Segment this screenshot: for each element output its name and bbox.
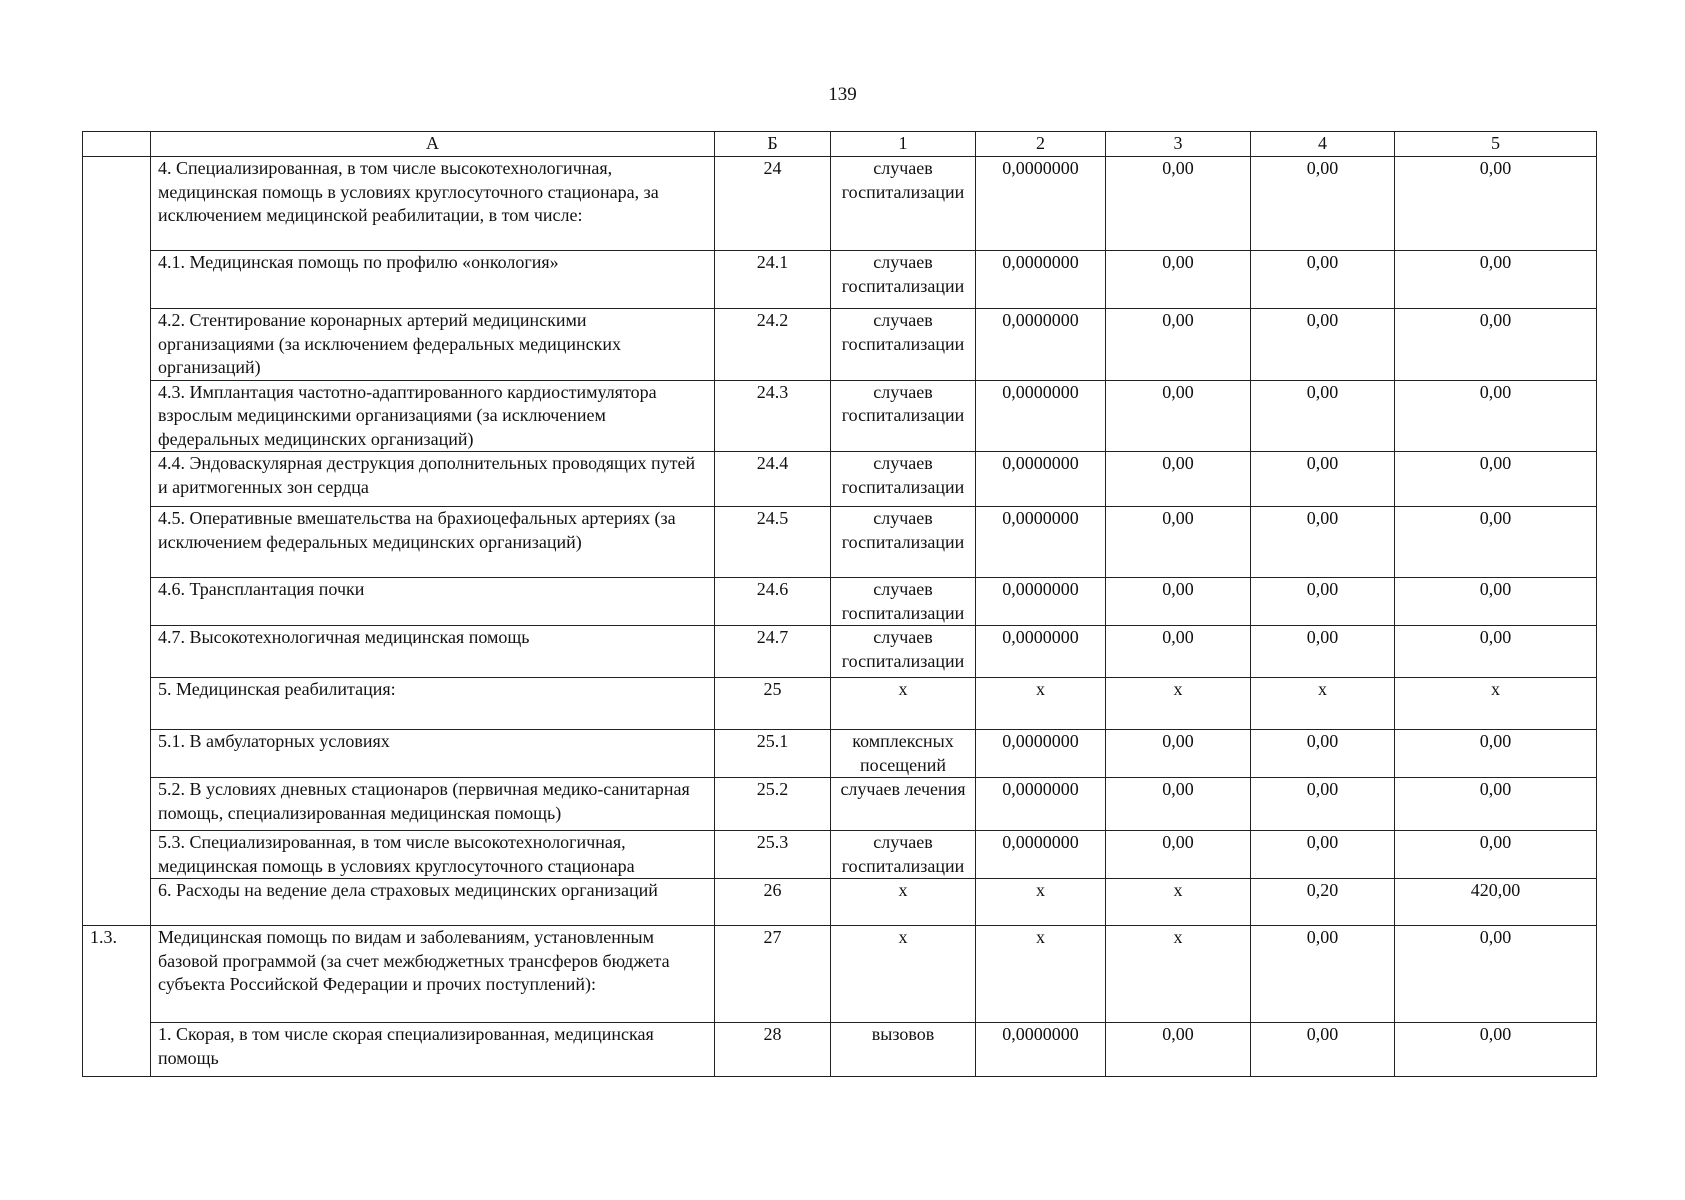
unit-cell: случаев госпитализации <box>831 157 976 251</box>
value-cell-5: 0,00 <box>1395 452 1597 507</box>
code-cell: 24.6 <box>715 578 831 626</box>
value-cell-3: х <box>1106 879 1251 926</box>
value-cell-3: 0,00 <box>1106 380 1251 452</box>
table-row <box>83 778 1597 831</box>
description-cell: Медицинская помощь по видам и заболеваниям, установленным базовой программой (за счет межбюджетных трансферов бюджета субъекта Российской Федерации и прочих поступлений): <box>151 926 715 1023</box>
unit-cell: случаев госпитализации <box>831 831 976 879</box>
unit-cell: случаев госпитализации <box>831 309 976 381</box>
value-cell-4: 0,00 <box>1251 626 1395 678</box>
code-cell: 24.7 <box>715 626 831 678</box>
unit-cell: комплексных посещений <box>831 730 976 778</box>
unit-cell: случаев госпитализации <box>831 452 976 507</box>
cost-table <box>82 131 1597 1077</box>
description-cell: 4.2. Стентирование коронарных артерий медицинскими организациями (за исключением федеральных медицинских организаций) <box>151 309 715 381</box>
value-cell-2: х <box>976 678 1106 730</box>
unit-cell: х <box>831 678 976 730</box>
value-cell-5: 0,00 <box>1395 380 1597 452</box>
value-cell-5: 0,00 <box>1395 626 1597 678</box>
value-cell-2: х <box>976 879 1106 926</box>
value-cell-3: 0,00 <box>1106 578 1251 626</box>
description-cell: 6. Расходы на ведение дела страховых медицинских организаций <box>151 879 715 926</box>
value-cell-5: 0,00 <box>1395 778 1597 831</box>
value-cell-4: 0,00 <box>1251 309 1395 381</box>
description-cell: 4.1. Медицинская помощь по профилю «онкология» <box>151 251 715 309</box>
unit-cell: случаев госпитализации <box>831 626 976 678</box>
value-cell-5: 0,00 <box>1395 507 1597 578</box>
value-cell-3: х <box>1106 926 1251 1023</box>
value-cell-5: 0,00 <box>1395 1023 1597 1077</box>
value-cell-2: 0,0000000 <box>976 157 1106 251</box>
header-cell-a: А <box>151 132 715 157</box>
table-row <box>83 1023 1597 1077</box>
description-cell: 4.5. Оперативные вмешательства на брахиоцефальных артериях (за исключением федеральных медицинских организаций) <box>151 507 715 578</box>
value-cell-4: 0,00 <box>1251 1023 1395 1077</box>
value-cell-2: 0,0000000 <box>976 309 1106 381</box>
description-cell: 5.3. Специализированная, в том числе высокотехнологичная, медицинская помощь в условиях круглосуточного стационара <box>151 831 715 879</box>
description-cell: 4.3. Имплантация частотно-адаптированного кардиостимулятора взрослым медицинскими организациями (за исключением федеральных медицинских организаций) <box>151 380 715 452</box>
table-row <box>83 626 1597 678</box>
unit-cell: х <box>831 879 976 926</box>
value-cell-4: 0,00 <box>1251 380 1395 452</box>
value-cell-4: 0,00 <box>1251 778 1395 831</box>
code-cell: 25.1 <box>715 730 831 778</box>
value-cell-5: 0,00 <box>1395 926 1597 1023</box>
description-cell: 4. Специализированная, в том числе высокотехнологичная, медицинская помощь в условиях круглосуточного стационара, за исключением медицинской реабилитации, в том числе: <box>151 157 715 251</box>
value-cell-2: 0,0000000 <box>976 831 1106 879</box>
value-cell-2: х <box>976 926 1106 1023</box>
page-number: 139 <box>828 84 857 105</box>
description-cell: 5.2. В условиях дневных стационаров (первичная медико-санитарная помощь, специализированная медицинская помощь) <box>151 778 715 831</box>
code-cell: 24.4 <box>715 452 831 507</box>
unit-cell: случаев госпитализации <box>831 251 976 309</box>
value-cell-5: 0,00 <box>1395 730 1597 778</box>
unit-cell: случаев госпитализации <box>831 578 976 626</box>
value-cell-3: 0,00 <box>1106 251 1251 309</box>
code-cell: 24 <box>715 157 831 251</box>
code-cell: 27 <box>715 926 831 1023</box>
value-cell-3: 0,00 <box>1106 778 1251 831</box>
unit-cell: х <box>831 926 976 1023</box>
table-row <box>83 879 1597 926</box>
description-cell: 5. Медицинская реабилитация: <box>151 678 715 730</box>
value-cell-4: 0,00 <box>1251 578 1395 626</box>
code-cell: 28 <box>715 1023 831 1077</box>
value-cell-3: 0,00 <box>1106 157 1251 251</box>
code-cell: 24.1 <box>715 251 831 309</box>
value-cell-4: 0,00 <box>1251 926 1395 1023</box>
description-cell: 4.6. Трансплантация почки <box>151 578 715 626</box>
value-cell-5: 0,00 <box>1395 309 1597 381</box>
code-cell: 25.2 <box>715 778 831 831</box>
table-row <box>83 452 1597 507</box>
header-cell-4: 4 <box>1251 132 1395 157</box>
header-cell-5: 5 <box>1395 132 1597 157</box>
header-cell-1: 1 <box>831 132 976 157</box>
table-row <box>83 157 1597 251</box>
header-cell-3: 3 <box>1106 132 1251 157</box>
value-cell-4: 0,00 <box>1251 507 1395 578</box>
description-cell: 5.1. В амбулаторных условиях <box>151 730 715 778</box>
description-cell: 4.7. Высокотехнологичная медицинская помощь <box>151 626 715 678</box>
value-cell-3: 0,00 <box>1106 309 1251 381</box>
value-cell-3: 0,00 <box>1106 452 1251 507</box>
unit-cell: случаев госпитализации <box>831 507 976 578</box>
value-cell-2: 0,0000000 <box>976 730 1106 778</box>
value-cell-4: 0,00 <box>1251 831 1395 879</box>
value-cell-2: 0,0000000 <box>976 1023 1106 1077</box>
value-cell-2: 0,0000000 <box>976 380 1106 452</box>
header-cell-num <box>83 132 151 157</box>
value-cell-4: х <box>1251 678 1395 730</box>
value-cell-3: 0,00 <box>1106 626 1251 678</box>
value-cell-4: 0,00 <box>1251 730 1395 778</box>
code-cell: 24.3 <box>715 380 831 452</box>
value-cell-3: х <box>1106 678 1251 730</box>
code-cell: 24.2 <box>715 309 831 381</box>
code-cell: 25.3 <box>715 831 831 879</box>
table-row <box>83 730 1597 778</box>
value-cell-3: 0,00 <box>1106 1023 1251 1077</box>
value-cell-5: 0,00 <box>1395 831 1597 879</box>
header-cell-b: Б <box>715 132 831 157</box>
table-row <box>83 926 1597 1023</box>
row-number-cell: 1.3. <box>83 926 151 1077</box>
table-row <box>83 380 1597 452</box>
value-cell-2: 0,0000000 <box>976 578 1106 626</box>
value-cell-3: 0,00 <box>1106 831 1251 879</box>
header-row <box>83 132 1597 157</box>
unit-cell: вызовов <box>831 1023 976 1077</box>
value-cell-4: 0,00 <box>1251 452 1395 507</box>
table-row <box>83 507 1597 578</box>
value-cell-2: 0,0000000 <box>976 251 1106 309</box>
unit-cell: случаев госпитализации <box>831 380 976 452</box>
value-cell-2: 0,0000000 <box>976 626 1106 678</box>
unit-cell: случаев лечения <box>831 778 976 831</box>
value-cell-5: 0,00 <box>1395 578 1597 626</box>
table-row <box>83 678 1597 730</box>
row-number-cell <box>83 157 151 926</box>
value-cell-5: 0,00 <box>1395 251 1597 309</box>
description-cell: 1. Скорая, в том числе скорая специализированная, медицинская помощь <box>151 1023 715 1077</box>
value-cell-4: 0,00 <box>1251 157 1395 251</box>
value-cell-5: 0,00 <box>1395 157 1597 251</box>
code-cell: 26 <box>715 879 831 926</box>
code-cell: 24.5 <box>715 507 831 578</box>
value-cell-5: х <box>1395 678 1597 730</box>
header-cell-2: 2 <box>976 132 1106 157</box>
table-row <box>83 309 1597 381</box>
value-cell-5: 420,00 <box>1395 879 1597 926</box>
code-cell: 25 <box>715 678 831 730</box>
value-cell-2: 0,0000000 <box>976 507 1106 578</box>
table-row <box>83 831 1597 879</box>
description-cell: 4.4. Эндоваскулярная деструкция дополнительных проводящих путей и аритмогенных зон сердца <box>151 452 715 507</box>
value-cell-3: 0,00 <box>1106 730 1251 778</box>
value-cell-4: 0,20 <box>1251 879 1395 926</box>
value-cell-4: 0,00 <box>1251 251 1395 309</box>
value-cell-3: 0,00 <box>1106 507 1251 578</box>
value-cell-2: 0,0000000 <box>976 452 1106 507</box>
table-row <box>83 578 1597 626</box>
table-row <box>83 251 1597 309</box>
value-cell-2: 0,0000000 <box>976 778 1106 831</box>
